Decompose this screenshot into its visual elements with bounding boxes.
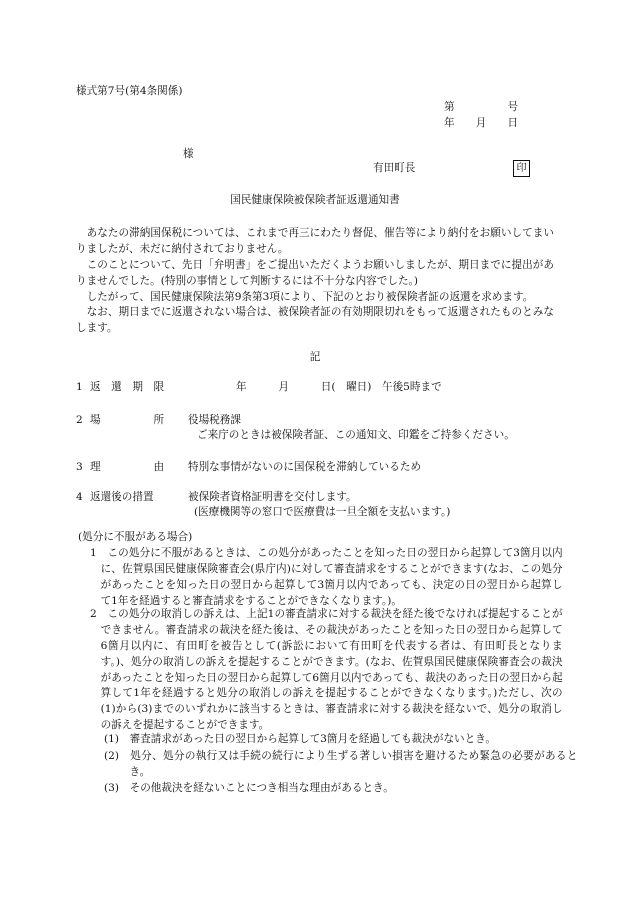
item-number: 4 xyxy=(76,491,83,503)
document-number: 第 号 xyxy=(444,101,519,113)
item-value: 特別な事情がないのに国保税を滞納しているため xyxy=(188,461,422,473)
item-label: 理 由 xyxy=(90,461,165,473)
item-label: 場 所 xyxy=(90,414,165,426)
issue-date: 年 月 日 xyxy=(444,117,519,129)
objection-heading: (処分に不服がある場合) xyxy=(78,531,193,543)
objection-paragraph-1 xyxy=(90,546,563,610)
item-note: (医療機関等の窓口で医療費は一旦全額を支払います。) xyxy=(194,506,451,518)
document-title: 国民健康保険被保険者証返還通知書 xyxy=(230,194,400,206)
body-paragraph: なお、期日までに返還されない場合は、被保険者証の有効期限切れをもって返還されたものとみなします。 xyxy=(76,306,554,335)
objection-subitem-text: (1) 審査請求があった日の翌日から起算して3箇月を経過しても裁決がないとき。 xyxy=(104,733,496,745)
item-number: 2 xyxy=(76,414,83,426)
item-label: 返還後の措置 xyxy=(90,491,154,503)
objection-text: 1 この処分に不服があるときは、この処分があったことを知った日の翌日から起算して3箇月以内に、佐賀県国民健康保険審査会(県庁内)に対して審査請求をすることができます(なお、この処分があったことを知った日の翌日から起算して3箇月以内であっても、決定の日の翌日から起算して1年を経過すると審査請求をすることができなくなります。)。 xyxy=(90,547,563,607)
objection-text: 2 この処分の取消しの訴えは、上記1の審査請求に対する裁決を経た後でなければ提起することができません。審査請求の裁決を経た後は、その裁決があったことを知った日の翌日から起算して6箇月以内に、有田町を被告として(訴訟において有田町を代表する者は、有田町長となります。)、処分の取消しの訴えを提起することができます。(なお、佐賀県国民健康保険審査会の裁決があったことを知った日の翌日から起算して6箇月以内であっても、裁決のあった日の翌日から起算して1年を経過すると処分の取消しの訴えを提起することができなくなります。)ただし、次の(1)から(3)までのいずれかに該当するときは、審査請求に対する裁決を経ないで、処分の取消しの訴えを提起することができます。 xyxy=(90,608,563,732)
item-value: 被保険者資格証明書を交付します。 xyxy=(188,491,357,503)
issuer-name: 有田町長 xyxy=(373,162,416,174)
item-value: 役場税務課 xyxy=(188,414,241,426)
addressee-suffix: 様 xyxy=(183,148,194,160)
objection-subitem-text: (3) その他裁決を経ないことにつき相当な理由があるとき。 xyxy=(104,782,394,794)
item-value: 年 月 日( 曜日) 午後5時まで xyxy=(236,381,442,393)
seal-stamp: 印 xyxy=(513,160,530,177)
objection-paragraph-2 xyxy=(90,607,563,734)
item-number: 1 xyxy=(76,381,83,393)
objection-subitem-2 xyxy=(104,749,577,781)
ki-heading: 記 xyxy=(309,351,321,363)
item-number: 3 xyxy=(76,461,83,473)
body-paragraph: このことについて、先日「弁明書」をご提出いただくようお願いしましたが、期日までに提出がありませんでした。(特別の事情として判断するには不十分な内容でした。) xyxy=(76,258,554,287)
form-label: 様式第7号(第4条関係) xyxy=(76,85,183,97)
item-note: ご来庁のときは被保険者証、この通知文、印鑑をご持参ください。 xyxy=(197,429,515,441)
objection-subitem-1 xyxy=(104,732,577,748)
item-label: 返 還 期 限 xyxy=(90,381,165,393)
body-text xyxy=(76,226,554,337)
objection-subitem-3 xyxy=(104,781,577,797)
body-paragraph: あなたの滞納国保税については、これまで再三にわたり督促、催告等により納付をお願いしてまいりましたが、未だに納付されておりません。 xyxy=(76,227,554,255)
objection-subitem-text: (2) 処分、処分の執行又は手続の続行により生ずる著しい損害を避けるため緊急の必要があるとき。 xyxy=(104,750,578,778)
body-paragraph: したがって、国民健康保険法第9条第3項により、下記のとおり被保険者証の返還を求めます。 xyxy=(86,290,534,303)
